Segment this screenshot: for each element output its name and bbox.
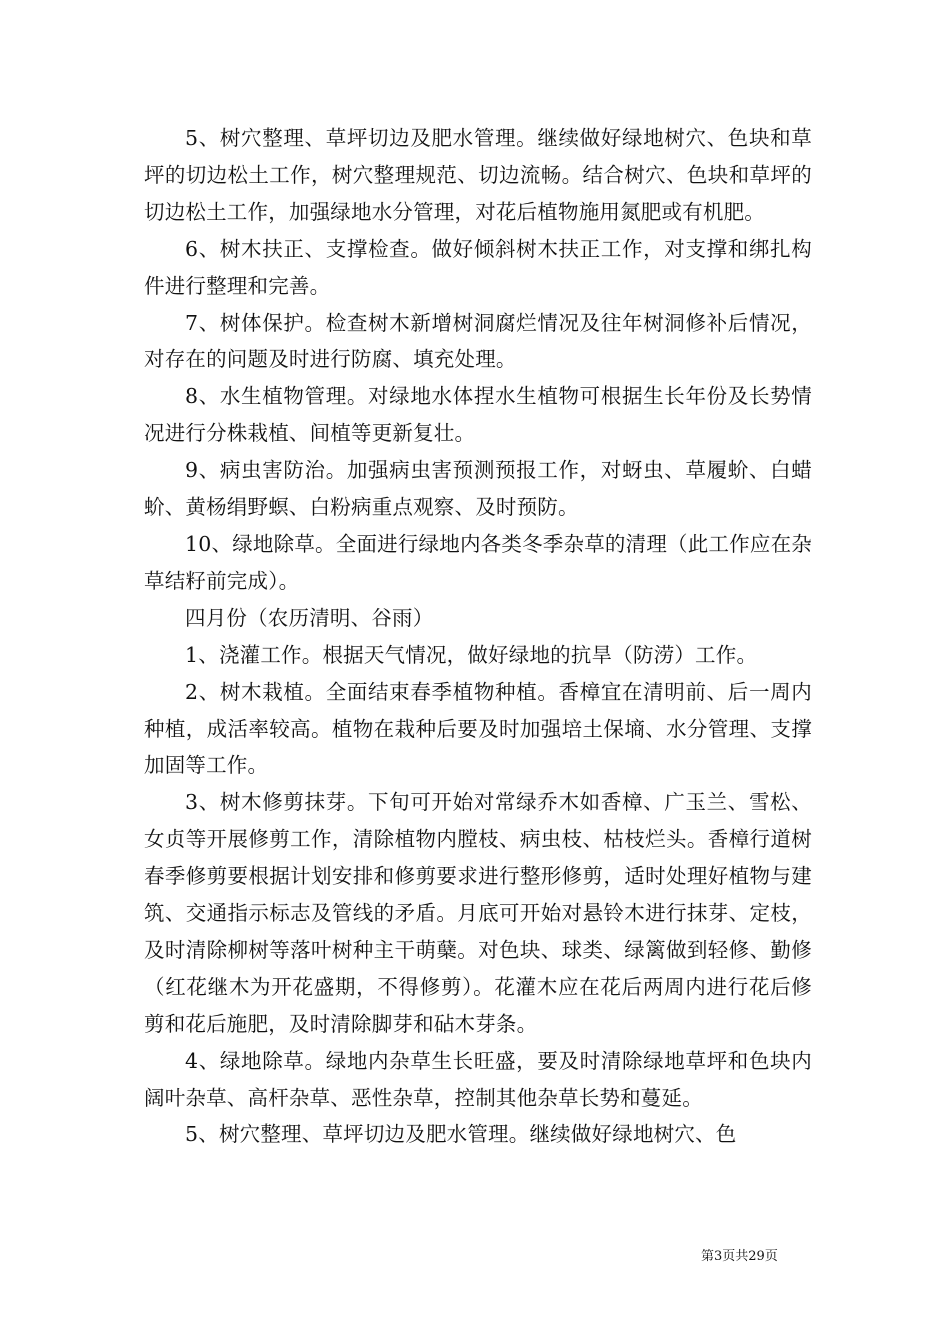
paragraph: 5、树穴整理、草坪切边及肥水管理。继续做好绿地树穴、色 <box>185 1122 737 1147</box>
paragraph: 5、树穴整理、草坪切边及肥水管理。继续做好绿地树穴、色块和草坪的切边松土工作，树穴整理规范、切边流畅。结合树穴、色块和草坪的切边松土工作，加强绿地水分管理，对花后植物施用氮肥或有机肥。 <box>144 126 812 224</box>
paragraph: 3、树木修剪抹芽。下旬可开始对常绿乔木如香樟、广玉兰、雪松、女贞等开展修剪工作，清除植物内膛枝、病虫枝、枯枝烂头。香樟行道树春季修剪要根据计划安排和修剪要求进行整形修剪，适时处理好植物与建筑、交通指示标志及管线的矛盾。月底可开始对悬铃木进行抹芽、定枝，及时清除柳树等落叶树种主干萌蘖。对色块、球类、绿篱做到轻修、勤修（红花继木为开花盛期，不得修剪）。花灌木应在花后两周内进行花后修剪和花后施肥，及时清除脚芽和砧木芽条。 <box>144 790 812 1036</box>
document-body <box>144 120 812 1153</box>
paragraph: 6、树木扶正、支撑检查。做好倾斜树木扶正工作，对支撑和绑扎构件进行整理和完善。 <box>144 236 812 298</box>
paragraph: 8、水生植物管理。对绿地水体捏水生植物可根据生长年份及长势情况进行分株栽植、间植等更新复壮。 <box>144 384 812 446</box>
paragraph: 4、绿地除草。绿地内杂草生长旺盛，要及时清除绿地草坪和色块内阔叶杂草、高杆杂草、恶性杂草，控制其他杂草长势和蔓延。 <box>144 1048 812 1110</box>
paragraph: 7、树体保护。检查树木新增树洞腐烂情况及往年树洞修补后情况，对存在的问题及时进行防腐、填充处理。 <box>144 310 812 372</box>
section-heading: 四月份（农历清明、谷雨） <box>185 605 434 630</box>
paragraph: 10、绿地除草。全面进行绿地内各类冬季杂草的清理（此工作应在杂草结籽前完成）。 <box>144 531 812 593</box>
paragraph: 9、病虫害防治。加强病虫害预测预报工作，对蚜虫、草履蚧、白蜡蚧、黄杨绢野螟、白粉病重点观察、及时预防。 <box>144 458 812 520</box>
page-number-footer: 第3页共29页 <box>701 1249 778 1264</box>
paragraph: 1、浇灌工作。根据天气情况，做好绿地的抗旱（防涝）工作。 <box>185 642 758 667</box>
paragraph: 2、树木栽植。全面结束春季植物种植。香樟宜在清明前、后一周内种植，成活率较高。植物在栽种后要及时加强培土保墒、水分管理、支撑加固等工作。 <box>144 679 812 778</box>
